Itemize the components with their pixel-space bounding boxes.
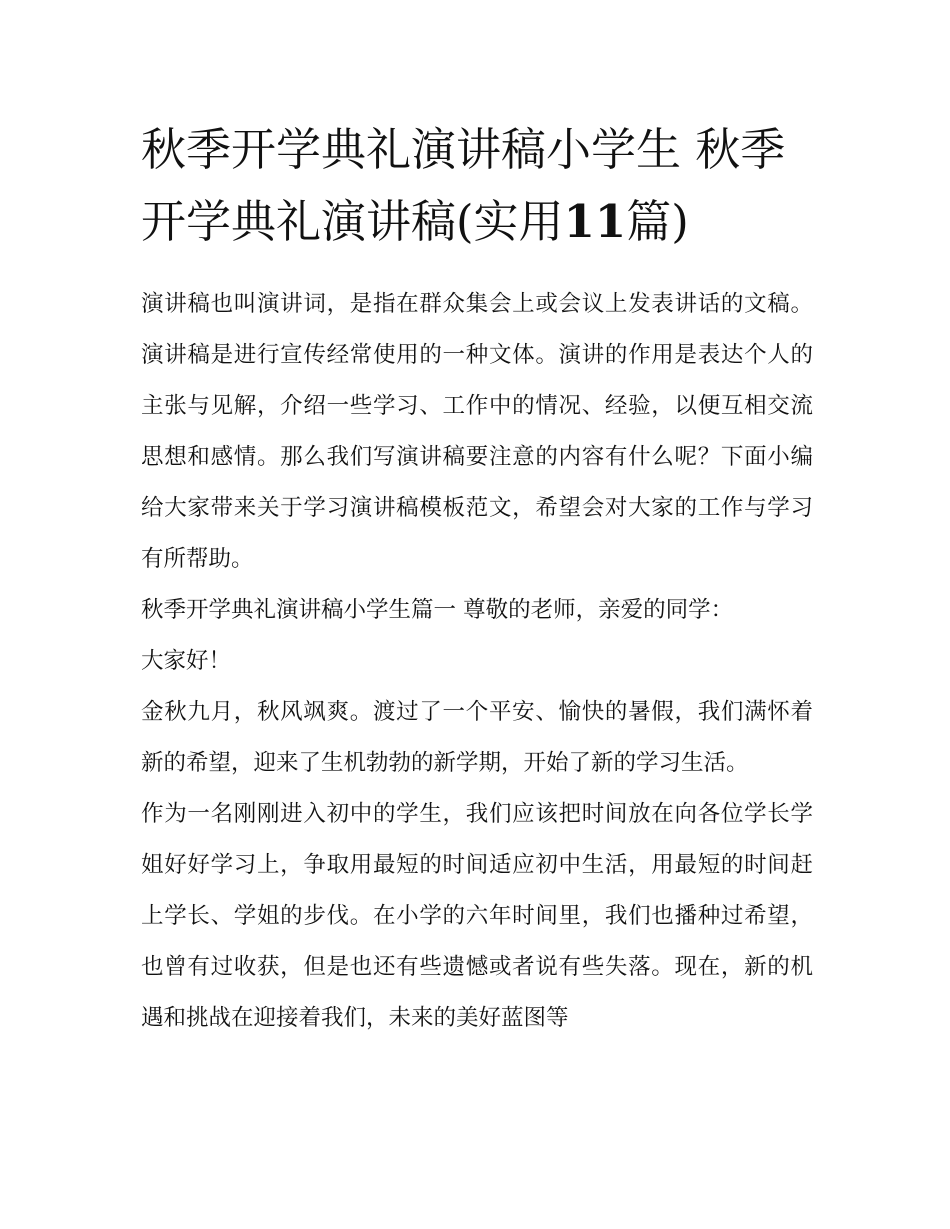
document-body <box>141 279 813 1044</box>
paragraph-student: 作为一名刚刚进入初中的学生，我们应该把时间放在向各位学长学姐好好学习上，争取用最短的时间适应初中生活，用最短的时间赶上学长、学姐的步伐。在小学的六年时间里，我们也播种过希望，也曾有过收获，但是也还有些遗憾或者说有些失落。现在，新的机遇和挑战在迎接着我们，未来的美好蓝图等 <box>141 801 813 1031</box>
paragraph-intro: 演讲稿也叫演讲词，是指在群众集会上或会议上发表讲话的文稿。演讲稿是进行宣传经常使用的一种文体。演讲的作用是表达个人的主张与见解，介绍一些学习、工作中的情况、经验，以便互相交流思想和感情。那么我们写演讲稿要注意的内容有什么呢？下面小编给大家带来关于学习演讲稿模板范文，希望会对大家的工作与学习有所帮助。 <box>141 291 813 572</box>
title-text-part2: 篇) <box>626 195 689 248</box>
title-text-part1: 秋季开学典礼演讲稿小学生 秋季开学典礼演讲稿(实用 <box>141 123 786 248</box>
title-number: 11 <box>563 195 627 248</box>
paragraph-autumn: 金秋九月，秋风飒爽。渡过了一个平安、愉快的暑假，我们满怀着新的希望，迎来了生机勃勃的新学期，开始了新的学习生活。 <box>141 699 813 776</box>
paragraph-heading-greeting: 秋季开学典礼演讲稿小学生篇一 尊敬的老师，亲爱的同学： <box>141 597 734 623</box>
document-title <box>141 114 821 258</box>
paragraph-hello: 大家好！ <box>141 648 232 674</box>
